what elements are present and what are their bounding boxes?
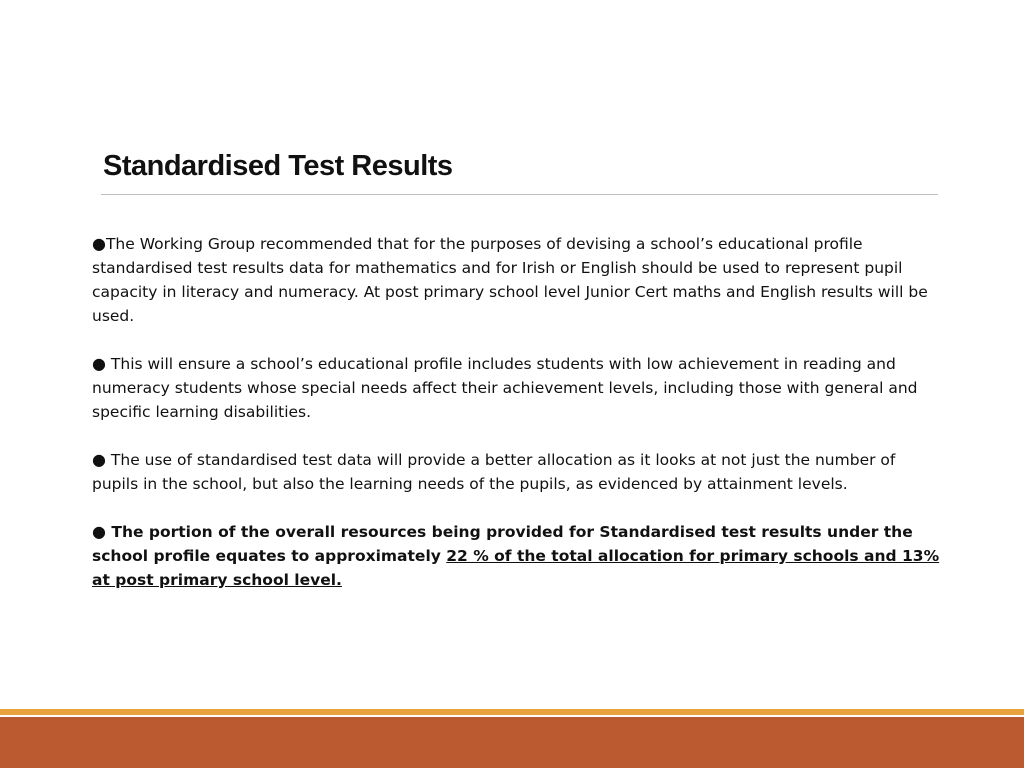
slide-title: Standardised Test Results [103, 150, 453, 182]
bullet-paragraph-3 [92, 448, 942, 496]
bullet-icon: ● [92, 450, 106, 469]
paragraph-text-emphasis: 22 % of the total allocation for primary schools and 13% at post primary school level. [92, 547, 940, 589]
bullet-icon: ● [92, 354, 106, 373]
bullet-paragraph-4 [92, 520, 942, 592]
slide-body [92, 232, 942, 616]
bullet-icon: ● [92, 234, 106, 253]
title-divider [101, 194, 938, 195]
paragraph-text-bold: The portion of the overall resources being provided for Standardised test results under the school profile equates to approximately [92, 523, 913, 565]
footer-band [0, 717, 1024, 768]
paragraph-text: This will ensure a school’s educational profile includes students with low achievement in reading and numeracy students whose special needs affect their achievement levels, including those with general and specific learning disabilities. [92, 355, 918, 421]
paragraph-text: The Working Group recommended that for the purposes of devising a school’s educational profile standardised test results data for mathematics and for Irish or English should be used to represent pupil capacity in literacy and numeracy. At post primary school level Junior Cert maths and English results will be used. [92, 235, 928, 325]
paragraph-text: The use of standardised test data will provide a better allocation as it looks at not just the number of pupils in the school, but also the learning needs of the pupils, as evidenced by attainment levels. [92, 451, 896, 493]
bullet-paragraph-2 [92, 352, 942, 424]
bullet-paragraph-1 [92, 232, 942, 328]
bullet-icon: ● [92, 522, 106, 541]
